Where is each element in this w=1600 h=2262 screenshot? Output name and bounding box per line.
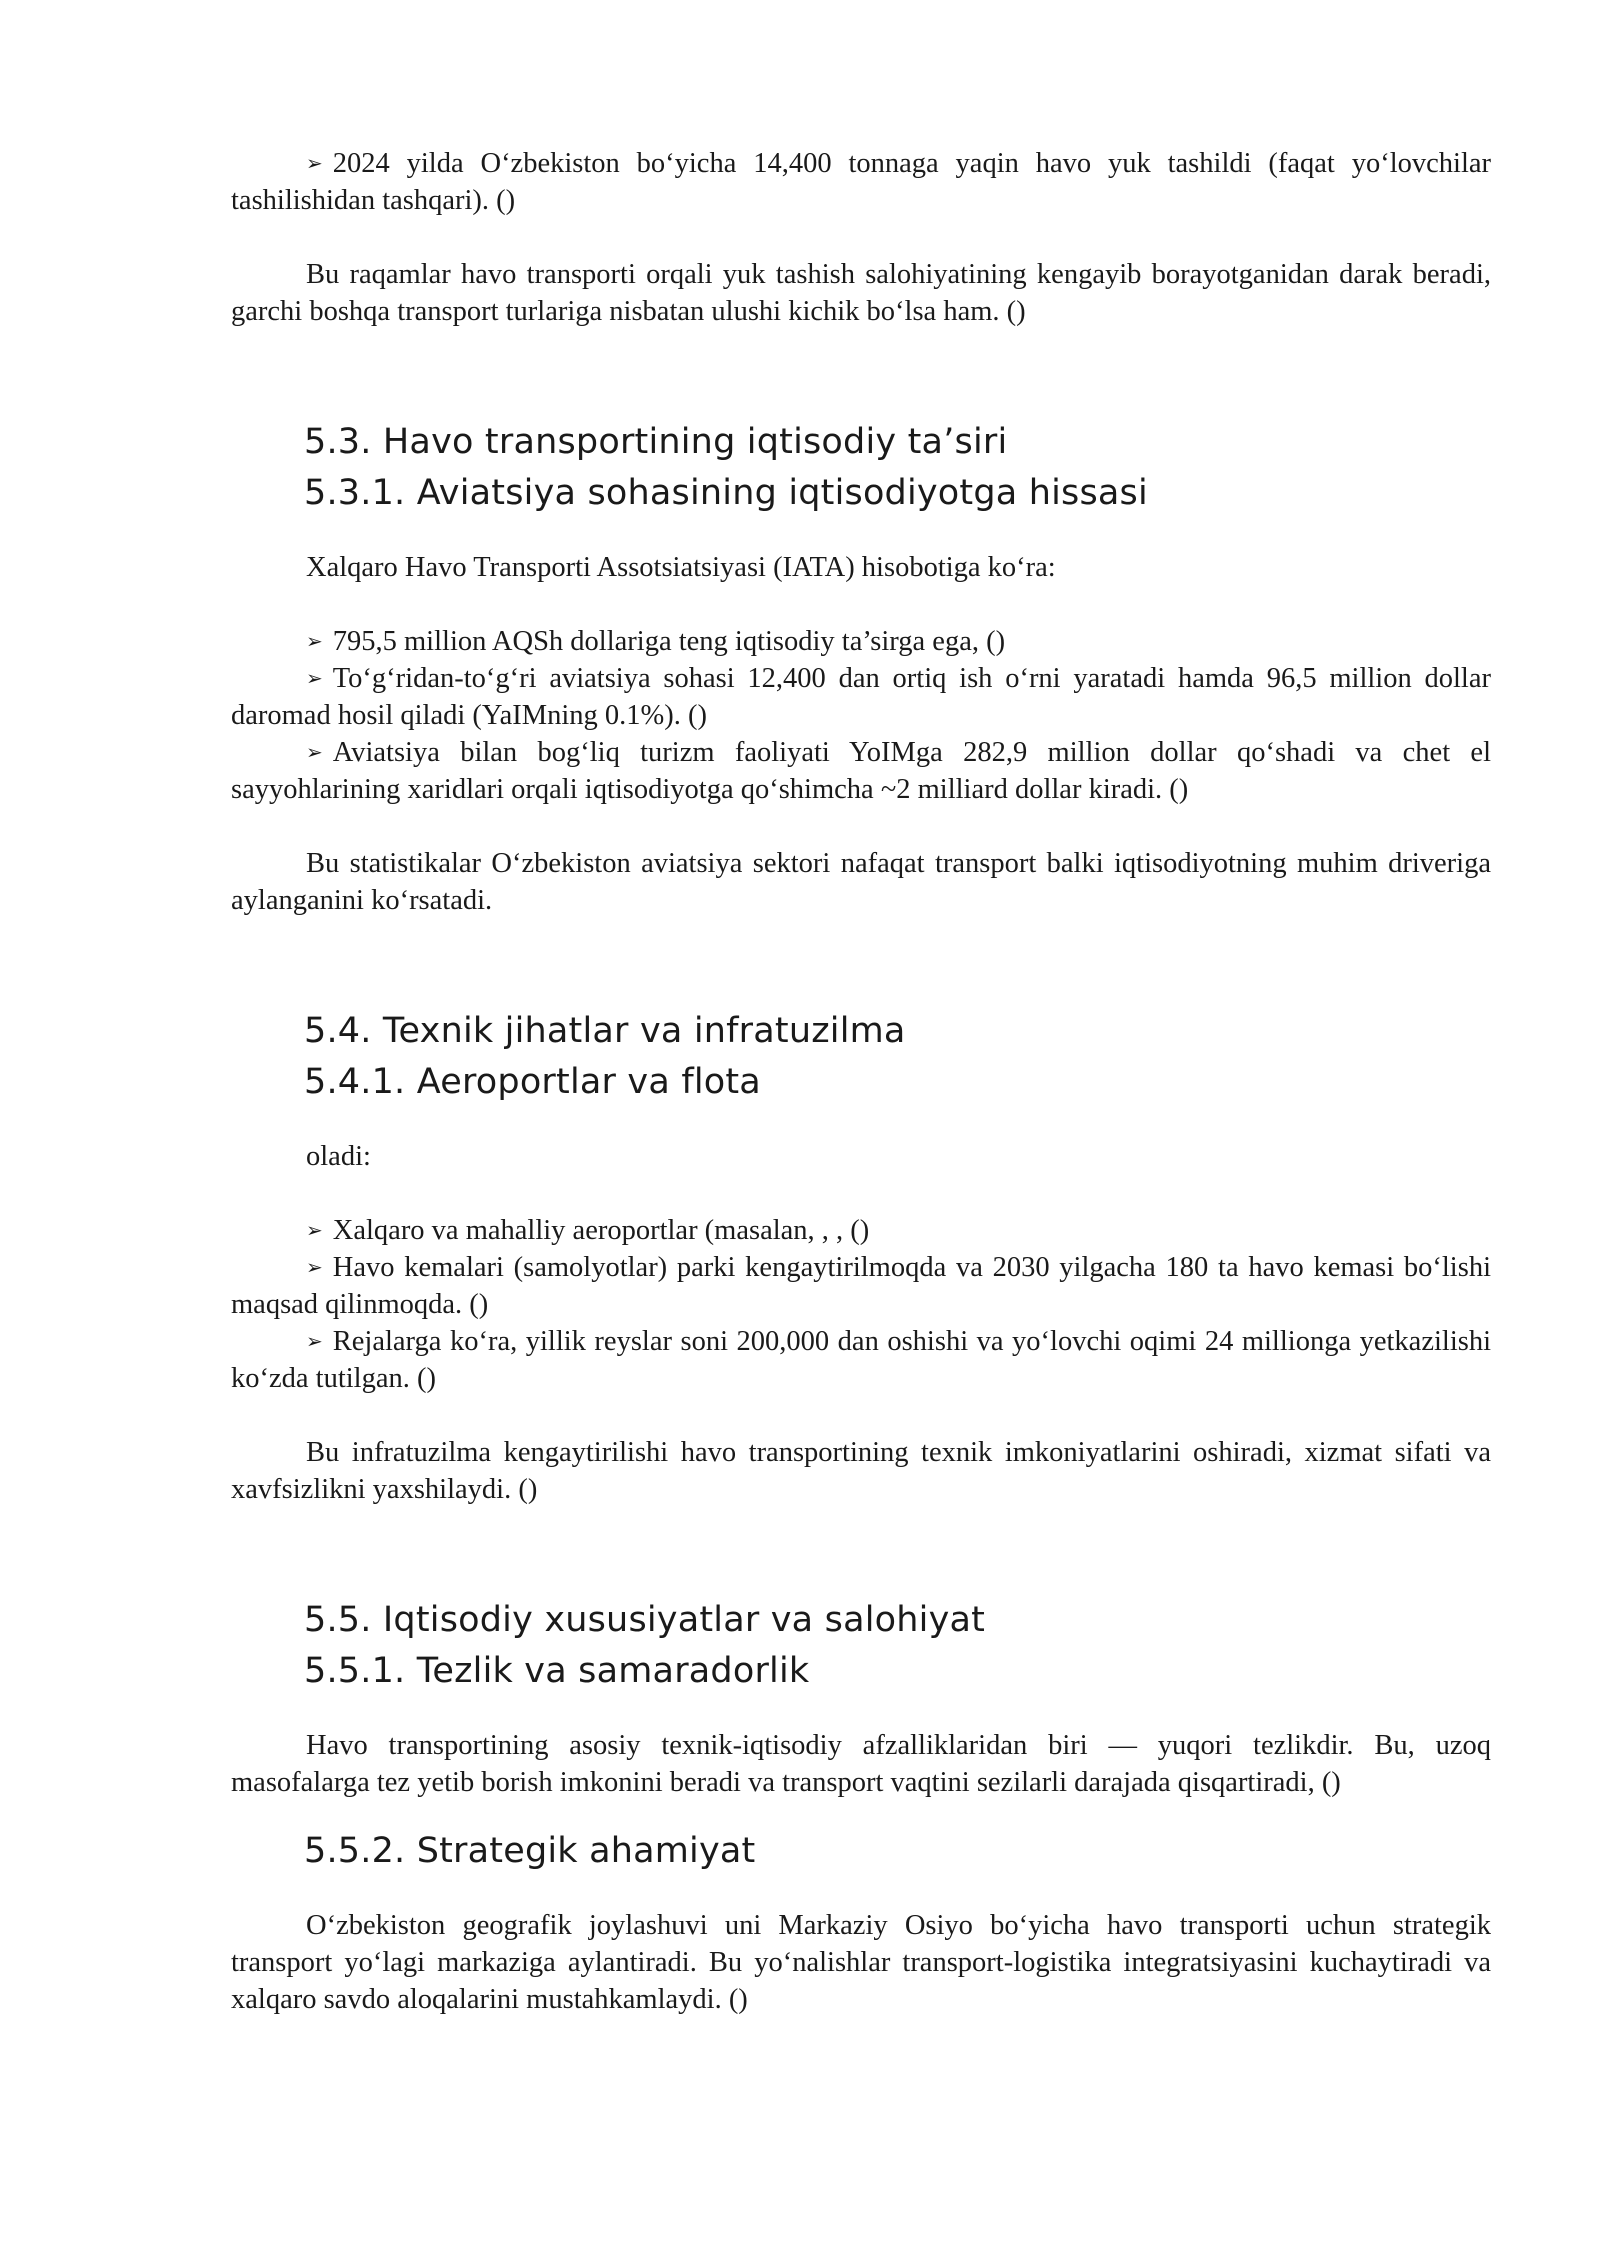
paragraph-cargo-potential: Bu raqamlar havo transporti orqali yuk tashish salohiyatining kengayib borayotganidan darak beradi, garchi boshqa transport turlariga nisbatan ulushi kichik bo‘lsa ham. (): [231, 259, 1491, 327]
bullet-text: 795,5 million AQSh dollariga teng iqtisodiy ta’sirga ega, (): [332, 626, 1006, 657]
bullet-text: Rejalarga ko‘ra, yillik reyslar soni 200,000 dan oshishi va yo‘lovchi oqimi 24 millionga yetkazilishi ko‘zda tutilgan. (): [231, 1326, 1491, 1394]
bullet-flights: [231, 1323, 1491, 1397]
subsection-heading-5-3-1: 5.3.1. Aviatsiya sohasining iqtisodiyotga hissasi: [304, 473, 1148, 513]
subsection-heading-5-4-1: 5.4.1. Aeroportlar va flota: [304, 1062, 761, 1102]
paragraph-iata-lead: Xalqaro Havo Transporti Assotsiatsiyasi (IATA) hisobotiga ko‘ra:: [306, 552, 1056, 583]
section-heading-5-5: 5.5. Iqtisodiy xususiyatlar va salohiyat: [304, 1600, 986, 1640]
paragraph-speed: Havo transportining asosiy texnik-iqtisodiy afzalliklaridan biri — yuqori tezlikdir. Bu, uzoq masofalarga tez yetib borish imkonini beradi va transport vaqtini sezilarli darajada qisqartiradi, (): [231, 1730, 1491, 1798]
bullet-cargo-2024: [231, 145, 1491, 219]
arrowhead-bullet-icon: ➢: [306, 629, 323, 653]
arrowhead-bullet-icon: ➢: [306, 151, 323, 175]
bullet-text: Xalqaro va mahalliy aeroportlar (masalan, , , (): [332, 1215, 870, 1246]
section-heading-5-3: 5.3. Havo transportining iqtisodiy ta’siri: [304, 422, 1008, 462]
paragraph-oladi: oladi:: [306, 1141, 371, 1172]
arrowhead-bullet-icon: ➢: [306, 666, 323, 690]
paragraph-infrastructure: Bu infratuzilma kengaytirilishi havo transportining texnik imkoniyatlarini oshiradi, xizmat sifati va xavfsizlikni yaxshilaydi. (): [231, 1437, 1491, 1505]
bullet-text: 2024 yilda O‘zbekiston bo‘yicha 14,400 tonnaga yaqin havo yuk tashildi (faqat yo‘lovchilar tashilishidan tashqari). (): [231, 148, 1491, 216]
bullet-text: To‘g‘ridan-to‘g‘ri aviatsiya sohasi 12,400 dan ortiq ish o‘rni yaratadi hamda 96,5 million dollar daromad hosil qiladi (YaIMning 0.1%). (): [231, 663, 1491, 731]
arrowhead-bullet-icon: ➢: [306, 1329, 323, 1353]
bullet-economic-impact: [231, 623, 1491, 660]
paragraph-statistics: Bu statistikalar O‘zbekiston aviatsiya sektori nafaqat transport balki iqtisodiyotning muhim driveriga aylanganini ko‘rsatadi.: [231, 848, 1491, 916]
bullet-airports: [231, 1212, 1491, 1249]
bullet-fleet: [231, 1249, 1491, 1323]
arrowhead-bullet-icon: ➢: [306, 1218, 323, 1242]
arrowhead-bullet-icon: ➢: [306, 740, 323, 764]
bullet-tourism: [231, 734, 1491, 808]
bullet-text: Aviatsiya bilan bog‘liq turizm faoliyati YoIMga 282,9 million dollar qo‘shadi va chet el sayyohlarining xaridlari orqali iqtisodiyotga qo‘shimcha ~2 milliard dollar kiradi. (): [231, 737, 1491, 805]
bullet-direct-jobs: [231, 660, 1491, 734]
subsection-heading-5-5-2: 5.5.2. Strategik ahamiyat: [304, 1831, 756, 1871]
section-heading-5-4: 5.4. Texnik jihatlar va infratuzilma: [304, 1011, 906, 1051]
bullet-text: Havo kemalari (samolyotlar) parki kengaytirilmoqda va 2030 yilgacha 180 ta havo kemasi bo‘lishi maqsad qilinmoqda. (): [231, 1252, 1491, 1320]
document-page: [231, 145, 1491, 2018]
subsection-heading-5-5-1: 5.5.1. Tezlik va samaradorlik: [304, 1651, 810, 1691]
arrowhead-bullet-icon: ➢: [306, 1255, 323, 1279]
paragraph-strategic: O‘zbekiston geografik joylashuvi uni Markaziy Osiyo bo‘yicha havo transporti uchun strategik transport yo‘lagi markaziga aylantiradi. Bu yo‘nalishlar transport-logistika integratsiyasini kuchaytiradi va xalqaro savdo aloqalarini mustahkamlaydi. (): [231, 1910, 1491, 2015]
